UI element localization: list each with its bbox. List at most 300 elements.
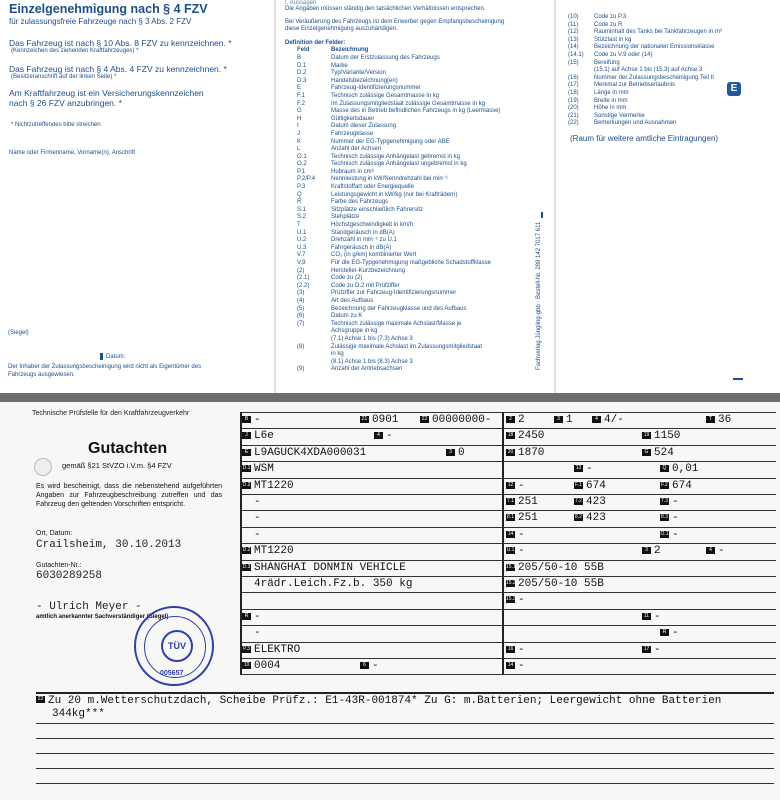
field-key: (18): [568, 89, 579, 96]
grid-rule: [240, 658, 776, 659]
definition-row: [297, 306, 540, 314]
field-value: WSM: [254, 463, 274, 476]
field-description: Drehzahl in min⁻¹ zu U.1: [331, 237, 397, 244]
field-description: Stützlast in kg: [594, 36, 632, 43]
field-description: Datum zu K: [331, 313, 363, 320]
definition-row: [568, 113, 768, 121]
field-value: 36: [718, 414, 732, 426]
field-value: 0: [458, 446, 465, 459]
field-description: Technisch zulässige Anhängelast gebremst in kg: [331, 153, 461, 160]
definition-row: [297, 336, 540, 344]
field-label: F.2: [661, 481, 668, 488]
grid-rule: [240, 642, 776, 643]
field-label: P.3: [243, 645, 250, 652]
field-key: (17): [568, 82, 579, 89]
field-value: -: [254, 512, 261, 525]
field-description: Für die EG-Typgenehmigung maßgebliche Schadstoffklasse: [331, 260, 491, 266]
field-value: -: [254, 610, 261, 623]
field-value: 2450: [518, 430, 545, 443]
field-description: Bezeichnung der Fahrzeugklasse und des Aufbaus: [331, 305, 467, 312]
definition-row: [568, 14, 768, 22]
field-description: Code zu V.9 oder (14): [594, 51, 653, 58]
field-description: Bezeichnung der nationalen Emissionsklasse: [594, 44, 715, 51]
field-key: (14.1): [568, 51, 584, 58]
field-key: O.2: [297, 161, 307, 168]
definition-row: [297, 313, 540, 321]
field-key: D.1: [297, 62, 307, 69]
definition-row: [297, 108, 540, 116]
field-label: 3: [446, 449, 455, 456]
field-label: 14: [507, 530, 514, 537]
field-value: -: [518, 660, 525, 672]
definition-row: [297, 169, 540, 177]
definition-row: [568, 120, 768, 128]
org-name: Technische Prüfstelle für den Kraftfahrzeugverkehr: [32, 410, 190, 417]
field-value: -: [372, 660, 379, 672]
field-description: Datum dieser Zulassung: [331, 123, 397, 130]
definition-row: [297, 245, 540, 253]
field-label: 2: [506, 416, 515, 423]
field-key: (22): [568, 120, 579, 127]
field-label: 18: [507, 432, 514, 439]
field-label: R: [242, 613, 251, 620]
field-key: (19): [568, 97, 579, 104]
field-value: -: [672, 496, 679, 508]
field-key: (2): [297, 267, 305, 274]
grid-rule: [240, 494, 776, 495]
definition-row: [297, 101, 540, 109]
definition-row: [297, 321, 540, 329]
definition-row: [297, 222, 540, 230]
definition-row: [297, 123, 540, 131]
field-label: 4: [592, 416, 601, 423]
tuev-seal: [134, 606, 214, 686]
definition-row: [297, 176, 540, 184]
field-value: 1: [566, 414, 573, 426]
definition-row: [568, 37, 768, 45]
definition-row: [297, 351, 540, 359]
intro-line-1: Die Angaben müssen ständig den tatsächlichen Verhältnissen entsprechen.: [285, 6, 486, 12]
remarks-area: [36, 692, 774, 792]
field-label: 7.3: [661, 498, 668, 504]
field-description: Gültigkeitsdauer: [331, 115, 375, 122]
field-description: Nennleistung in kW/Nenndrehzahl bei min⁻¹: [331, 176, 448, 183]
field-description: Technisch zulässige Gesamtmasse in kg: [331, 92, 440, 99]
grid-rule: [240, 510, 776, 511]
definition-row: [297, 283, 540, 291]
definition-row: [297, 55, 540, 63]
definition-list: [297, 55, 540, 374]
definition-row: [297, 290, 540, 298]
name-label: Name oder Firmenname, Vorname(n), Anschrift: [9, 149, 136, 156]
field-description: Merkmal zur Betriebserlaubnis: [594, 82, 676, 89]
definition-row: [297, 78, 540, 86]
definition-row: [568, 98, 768, 106]
field-description: Marke: [331, 62, 348, 69]
field-key: S.1: [297, 206, 307, 213]
field-description: Im Zulassungsmitgliedstaat zulässige Gesamtmasse in kg: [331, 100, 486, 107]
grid-rule: [240, 674, 776, 675]
field-key: (13): [568, 36, 579, 43]
field-label: F.1: [575, 481, 582, 488]
field-key: (11): [568, 21, 579, 28]
field-value: -: [518, 545, 525, 558]
field-key: J: [297, 130, 300, 137]
field-key: (12): [568, 29, 579, 36]
field-description: Bereifung: [594, 59, 620, 66]
definition-row: [297, 93, 540, 101]
field-description: Sitzplätze einschließlich Fahrersitz: [331, 206, 424, 213]
kennzeichen-para-2: Das Fahrzeug ist nach § 4 Abs. 4 FZV zu kennzeichnen. *: [9, 63, 227, 74]
field-label: E: [242, 449, 251, 456]
field-description: Nummer der EG-Typgenehmigung oder ABE: [331, 138, 450, 145]
field-key: (14): [568, 44, 579, 51]
field-key: K: [297, 138, 302, 145]
field-label: 22: [421, 416, 428, 422]
grid-divider: [502, 412, 504, 674]
definition-row: [297, 85, 540, 93]
field-key: F.1: [297, 92, 306, 99]
field-key: (5): [297, 305, 305, 312]
field-label: D.2: [242, 481, 251, 488]
field-value: -: [718, 545, 725, 558]
field-key: (21): [568, 112, 579, 119]
definition-row: [568, 105, 768, 113]
gutachten-text: Es wird bescheinigt, dass die nebenstehend aufgeführten Angaben zur Fahrzeugbeschreibung zutreffen und das Fahrzeug den geltenden Vorschriften entspricht.: [36, 483, 222, 508]
fold-line: [554, 0, 556, 393]
field-description: Stehplätze: [331, 214, 360, 221]
field-label: D.3: [242, 563, 251, 570]
field-description: Art des Aufbaus: [331, 297, 374, 304]
sheet-separator: [0, 393, 780, 402]
grid-rule: [240, 560, 776, 561]
field-value: 423: [586, 496, 606, 508]
field-label: O.1: [660, 530, 669, 537]
field-description: Standgeräusch in dB(A): [331, 229, 395, 236]
field-description: Typ/Variante/Version: [331, 70, 386, 77]
definition-row: [297, 161, 540, 169]
definition-row: [297, 63, 540, 71]
field-label: Q: [660, 465, 669, 472]
field-label: 8.2: [575, 514, 582, 521]
field-label-22: 22: [37, 696, 44, 702]
grid-rule: [240, 625, 776, 626]
field-key: D.3: [297, 77, 307, 84]
definition-row: [297, 214, 540, 222]
field-label: 7.1: [507, 498, 514, 504]
definition-row: [568, 60, 768, 68]
definition-row: [297, 344, 540, 352]
gutachten-basis: gemäß §21 StVZO i.V.m. §4 FZV: [62, 461, 172, 470]
field-description: Prüfziffer zur Fahrzeug-Identifizierungsnummer: [331, 290, 457, 297]
field-value: -: [672, 528, 679, 541]
field-label: G: [642, 449, 651, 456]
field-label: 4: [706, 547, 715, 554]
field-label: 8.3: [661, 514, 668, 521]
field-description: Datum der Erstzulassung des Fahrzeugs: [331, 54, 440, 61]
field-label: 12: [507, 481, 514, 488]
field-description: Höhe in mm: [594, 105, 627, 112]
field-value: -: [254, 414, 261, 426]
field-description: Bemerkungen und Ausnahmen: [594, 120, 677, 127]
field-value: 205/50-10 55B: [518, 578, 604, 590]
field-key: (3): [297, 290, 305, 297]
subtitle: für zulassungsfreie Fahrzeuge nach § 3 Abs. 2 FZV: [9, 17, 192, 26]
corner-mark: [733, 378, 743, 380]
definition-row: [297, 366, 540, 374]
side-print-text: Fachverlag Jüngling-gbb · Bestell-Nr. 289 142 7017 611: [536, 221, 542, 370]
field-key: O.1: [297, 153, 307, 160]
field-label: 11: [643, 612, 650, 619]
field-key: F.2: [297, 100, 306, 107]
field-description: Hersteller-Kurzbezeichnung: [331, 267, 406, 274]
field-value: 674: [586, 479, 606, 492]
middle-panel: [285, 0, 540, 374]
field-label: J: [242, 432, 251, 439]
field-description: (15.1) auf Achse 1 bis (15.3) auf Achse 3: [594, 67, 703, 74]
field-key: (8): [297, 343, 305, 350]
side-print: [536, 200, 546, 370]
field-key: U.1: [297, 229, 307, 236]
grid-rule: [240, 527, 776, 528]
field-key: B: [297, 54, 302, 61]
field-label: 21: [361, 416, 368, 422]
versicherung-para-l1: Am Kraftfahrzeug ist ein Versicherungskennzeichen: [9, 88, 204, 99]
gutachten-sheet: [0, 402, 780, 800]
definition-row: [297, 359, 540, 367]
page-title: Einzelgenehmigung nach § 4 FZV: [9, 2, 208, 16]
field-key: G: [297, 108, 302, 115]
field-value: 00000000-: [432, 414, 492, 426]
field-key: (4): [297, 297, 305, 304]
definition-row: [568, 67, 768, 75]
field-description: Code zu P.3: [594, 14, 627, 20]
field-description: Code zu (2): [331, 275, 363, 282]
definition-row: [297, 237, 540, 245]
field-key: (6): [297, 313, 305, 320]
definition-title: Definition der Felder:: [285, 39, 346, 46]
field-value: -: [672, 627, 679, 640]
definition-row: [297, 154, 540, 162]
kennzeichen-note-2: (Besitzeranschrift auf der linken Seite) *: [11, 73, 117, 80]
field-key: P.2/P.4: [297, 176, 316, 183]
field-label: D.1: [242, 465, 251, 472]
col-feld: Feld: [297, 47, 310, 54]
field-description: CO₂ (in g/km) kombinierter Wert: [331, 252, 417, 259]
field-label: D.2: [242, 547, 251, 554]
field-description: Hubraum in cm³: [331, 168, 374, 175]
field-value: 205/50-10 55B: [518, 561, 604, 574]
field-key: U.3: [297, 244, 307, 251]
field-key: [568, 67, 594, 75]
field-description: Leistungsgewicht in kW/kg (nur bei Krafträdern): [331, 191, 458, 198]
definition-row: [568, 29, 768, 37]
field-description: Sonstige Vermerke: [594, 112, 645, 119]
definition-row: [297, 207, 540, 215]
field-value: 1150: [654, 430, 681, 443]
field-key: H: [297, 115, 302, 122]
field-label: 3: [642, 547, 651, 554]
definition-row: [297, 298, 540, 306]
hologram-icon: [34, 458, 52, 476]
field-key: V.7: [297, 252, 306, 259]
field-key: I: [297, 123, 299, 130]
field-description: Rauminhalt des Tanks bei Tankfahrzeugen in m³: [594, 29, 722, 36]
field-value: 1870: [518, 446, 545, 459]
field-value: 423: [586, 512, 606, 525]
field-key: (16): [568, 74, 579, 81]
field-label: 13: [575, 465, 582, 472]
field-value: -: [654, 643, 661, 656]
field-key: (15): [568, 59, 579, 66]
field-description: Fahrzeugklasse: [331, 130, 374, 137]
field-label: 3: [554, 416, 563, 423]
field-description: Technisch zulässige maximale Achslast/Masse je: [331, 320, 462, 327]
seal-logo: TÜV: [161, 630, 193, 662]
field-key: U.2: [297, 237, 307, 244]
field-label: B: [242, 416, 251, 423]
definition-row: [568, 22, 768, 30]
field-description: Länge in mm: [594, 89, 629, 96]
kennzeichen-para-1: Das Fahrzeug ist nach § 10 Abs. 8 FZV zu kennzeichnen. *: [9, 38, 232, 48]
field-description: Code zu R: [594, 21, 623, 28]
field-description: Anzahl der Achsen: [331, 146, 382, 153]
grid-rule: [240, 592, 776, 593]
definition-row: [297, 260, 540, 268]
field-value: MT1220: [254, 479, 294, 492]
field-value: L9AGUCK4XDA000031: [254, 446, 367, 459]
field-value: -: [518, 594, 525, 607]
field-label: 15.3: [506, 596, 516, 603]
field-value: ELEKTRO: [254, 643, 301, 656]
logo-badge-icon: E: [727, 82, 741, 96]
field-value: 2: [518, 414, 525, 426]
definition-row: [297, 192, 540, 200]
versicherung-para-l2: nach § 26 FZV anzubringen. *: [9, 98, 122, 109]
seal-number: 005657: [160, 670, 184, 677]
grid-rule: [240, 461, 776, 462]
datum-label: Datum:: [100, 353, 125, 362]
field-value: -: [254, 496, 261, 508]
space-note: (Raum für weitere amtliche Eintragungen): [570, 134, 719, 143]
field-value: 4rädr.Leich.Fz.b. 350 kg: [254, 578, 413, 590]
intro-line-3: diese Einzelgenehmigung auszuhändigen.: [285, 26, 398, 33]
field-value: -: [586, 463, 593, 476]
field-value: 2: [654, 545, 661, 558]
field-label: 15.1: [506, 563, 516, 570]
field-key: (2.1): [297, 275, 310, 282]
field-key: [297, 328, 331, 336]
strike-note: * Nichtzutreffendes bitte streichen: [11, 122, 101, 129]
field-description: (8.1) Achse 1 bis (8.3) Achse 3: [331, 358, 413, 365]
definition-row: [568, 52, 768, 60]
definition-row: [297, 275, 540, 283]
left-panel: [9, 2, 271, 157]
grid-rule: [240, 543, 776, 544]
grid-rule: [240, 576, 776, 577]
field-key: L: [297, 146, 301, 153]
field-value: 674: [672, 479, 692, 492]
field-value: 0901: [372, 414, 399, 426]
field-label: R: [660, 629, 669, 636]
field-key: D.2: [297, 70, 307, 77]
siegel-label: (Siegel): [8, 330, 29, 336]
field-key: P.3: [297, 184, 306, 191]
cut-header: I. Aussagen: [285, 0, 317, 6]
field-description: (7.1) Achse 1 bis (7.3) Achse 3: [331, 335, 413, 342]
field-label: 17: [643, 645, 650, 652]
remarks-line-1: Zu 20 m.Wetterschutzdach, Scheibe Prüfz.: E1-43R-001874* Zu G: m.Batterien; Leergewicht ohne Batterien: [48, 695, 722, 707]
field-key: (9): [297, 366, 305, 373]
definition-row: [297, 139, 540, 147]
field-description: Farbe des Fahrzeugs: [331, 199, 389, 206]
gutachten-title: Gutachten: [88, 440, 168, 457]
definition-row: [297, 328, 540, 336]
field-key: [297, 359, 331, 367]
definition-row: [297, 131, 540, 139]
fold-line: [274, 0, 276, 393]
field-label: 19: [643, 432, 650, 439]
field-description: Breite in mm: [594, 97, 628, 104]
field-label: 8.1: [507, 514, 514, 521]
field-value: 4/-: [604, 414, 624, 426]
intro-line-2: Bei Veräußerung des Fahrzeugs ist dem Erwerber gegen Empfangsbescheinigung: [285, 18, 505, 25]
footer-line-1: Der Inhaber der Zulassungsbescheinigung wird nicht als Eigentümer des: [8, 364, 202, 370]
field-label: 20: [507, 448, 514, 455]
grid-rule: [240, 445, 776, 446]
field-value: -: [518, 528, 525, 541]
field-key: [297, 351, 331, 359]
field-description: Code zu D.2 mit Prüfziffer: [331, 282, 400, 289]
field-key: S.2: [297, 214, 307, 221]
field-value: -: [254, 627, 261, 640]
field-description: in kg: [331, 351, 344, 358]
definition-row: [297, 146, 540, 154]
field-description: Nummer der Zulassungsbescheinigung Teil II: [594, 74, 714, 81]
field-value: -: [518, 643, 525, 656]
tick-mark: [541, 212, 543, 218]
grid-rule: [240, 478, 776, 479]
footer-line-2: Fahrzeugs ausgewiesen.: [8, 371, 75, 378]
field-description: Kraftstoffart oder Energiequelle: [331, 184, 414, 191]
field-description: Fahrgeräusch in dB(A): [331, 244, 392, 251]
field-label: 7.2: [575, 498, 582, 504]
definition-header: [297, 47, 540, 55]
field-value: 0,01: [672, 463, 699, 476]
marker-icon: [100, 353, 103, 360]
field-value: 0004: [254, 660, 281, 672]
definition-row: [297, 252, 540, 260]
definition-row: [297, 199, 540, 207]
remarks-line-2: 344kg***: [52, 708, 105, 720]
field-key: E: [297, 85, 302, 92]
field-value: -: [386, 430, 393, 443]
nr-label: Gutachten-Nr.:: [36, 562, 82, 569]
field-description: Fahrzeug-Identifizierungsnummer: [331, 85, 421, 92]
definition-row: [297, 70, 540, 78]
definition-row: [297, 116, 540, 124]
definition-row: [568, 44, 768, 52]
definition-row: [297, 230, 540, 238]
definition-list-right: [568, 14, 768, 128]
footer-note: [8, 364, 270, 379]
field-description: Zulässige maximale Achslast im Zulassungsmitgliedstaat: [331, 343, 483, 350]
vehicle-data-grid: [240, 412, 776, 692]
field-description: Technisch zulässige Anhängelast ungebremst in kg: [331, 161, 467, 168]
grid-rule: [240, 609, 776, 610]
field-label: 15.2: [506, 580, 516, 586]
field-label: 16: [507, 645, 514, 652]
